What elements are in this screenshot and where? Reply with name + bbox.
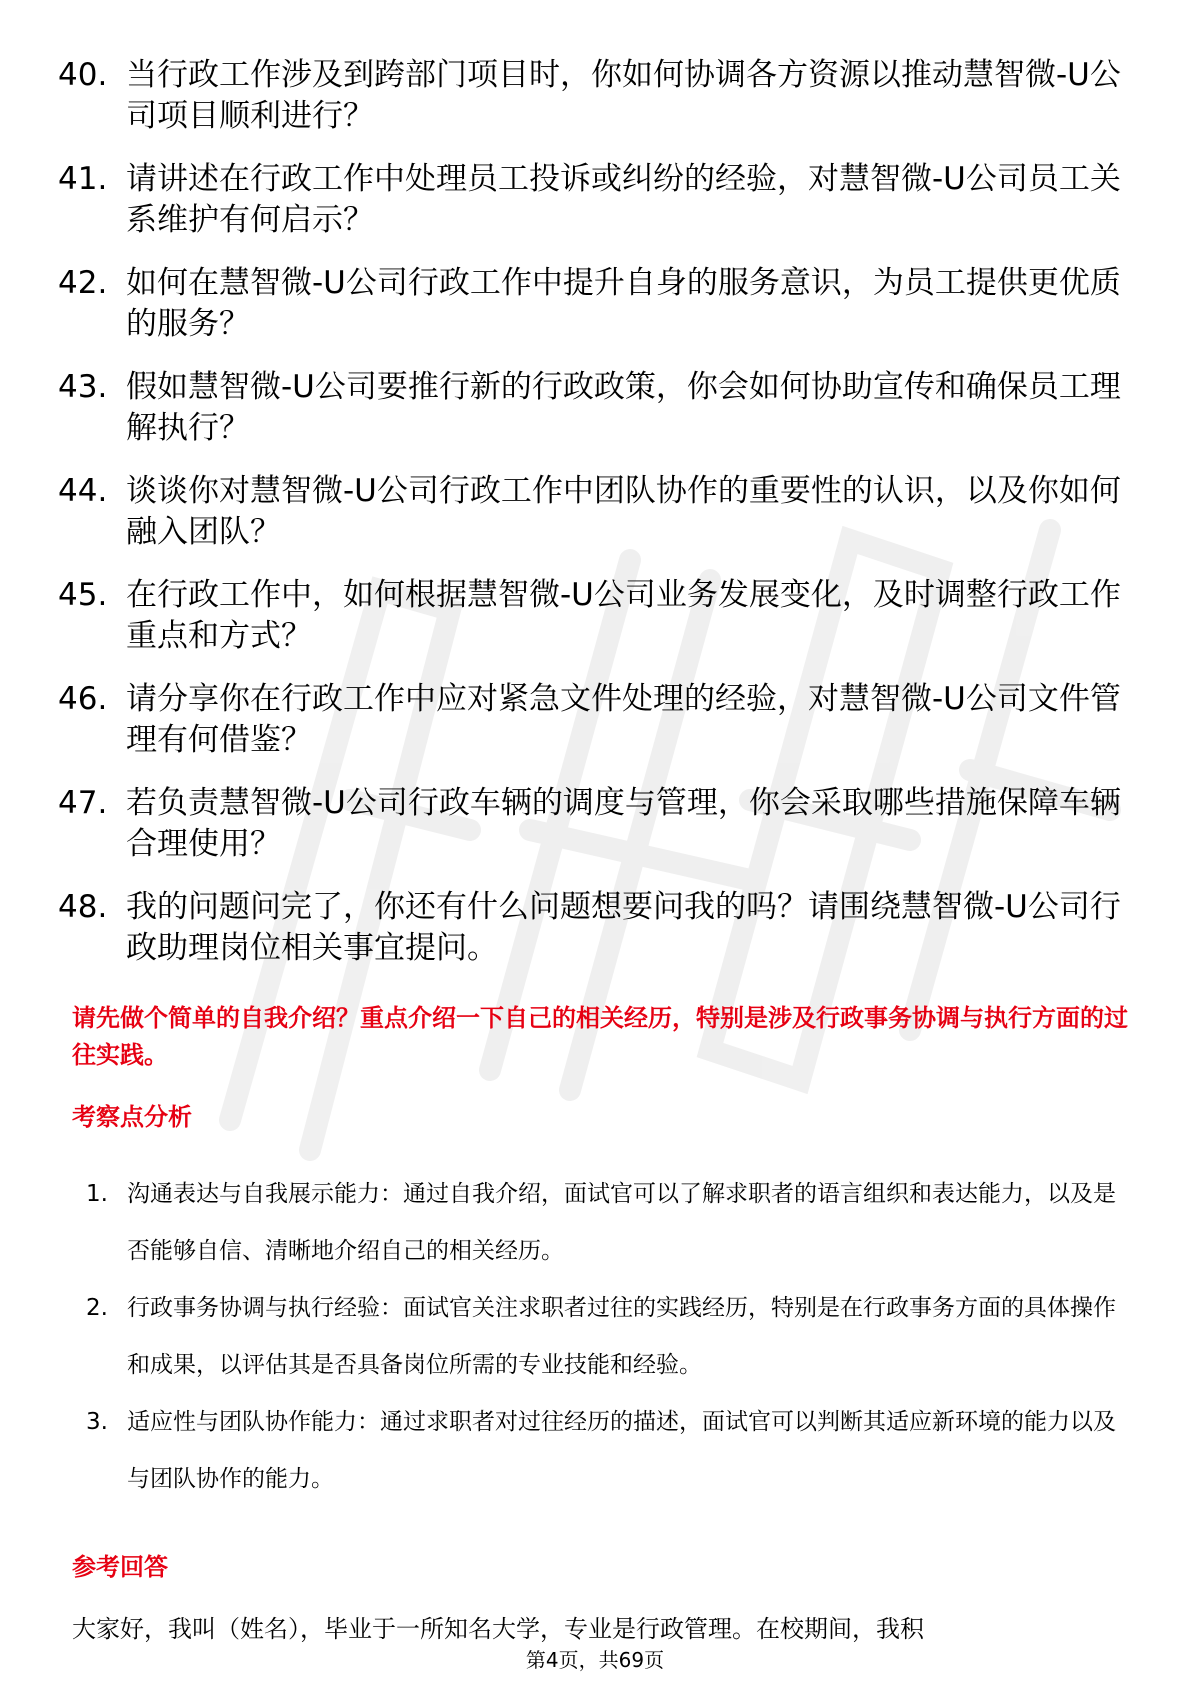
question-number: 42.: [58, 265, 108, 301]
answer-text: 大家好，我叫（姓名），毕业于一所知名大学，专业是行政管理。在校期间，我积: [72, 1615, 924, 1643]
question-number: 41.: [58, 161, 108, 197]
analysis-number: 3.: [86, 1409, 108, 1435]
question-item: [58, 471, 1128, 553]
question-text: 请分享你在行政工作中应对紧急文件处理的经验，对慧智微-U公司文件管理有何借鉴？: [126, 681, 1121, 758]
question-item: [58, 887, 1128, 969]
question-text: 如何在慧智微-U公司行政工作中提升自身的服务意识，为员工提供更优质的服务？: [126, 265, 1121, 342]
analysis-title: 考察点分析: [72, 1103, 192, 1131]
question-number: 40.: [58, 57, 108, 93]
analysis-item: [86, 1166, 1116, 1280]
question-item: [58, 159, 1128, 241]
question-number: 46.: [58, 681, 108, 717]
analysis-text: 行政事务协调与执行经验：面试官关注求职者过往的实践经历，特别是在行政事务方面的具体操作和成果，以评估其是否具备岗位所需的专业技能和经验。: [127, 1295, 1116, 1378]
question-number: 45.: [58, 577, 108, 613]
analysis-text: 沟通表达与自我展示能力：通过自我介绍，面试官可以了解求职者的语言组织和表达能力，以及是否能够自信、清晰地介绍自己的相关经历。: [127, 1181, 1116, 1264]
question-item: [58, 263, 1128, 345]
question-item: [58, 55, 1128, 137]
question-number: 47.: [58, 785, 108, 821]
analysis-item: [86, 1394, 1116, 1508]
question-text: 若负责慧智微-U公司行政车辆的调度与管理，你会采取哪些措施保障车辆合理使用？: [126, 785, 1121, 862]
question-text: 我的问题问完了，你还有什么问题想要问我的吗？请围绕慧智微-U公司行政助理岗位相关事宜提问。: [126, 889, 1121, 966]
question-text: 假如慧智微-U公司要推行新的行政政策，你会如何协助宣传和确保员工理解执行？: [126, 369, 1121, 446]
question-text: 当行政工作涉及到跨部门项目时，你如何协调各方资源以推动慧智微-U公司项目顺利进行？: [126, 57, 1121, 134]
question-text: 在行政工作中，如何根据慧智微-U公司业务发展变化，及时调整行政工作重点和方式？: [126, 577, 1121, 654]
question-item: [58, 679, 1128, 761]
question-text: 谈谈你对慧智微-U公司行政工作中团队协作的重要性的认识，以及你如何融入团队？: [126, 473, 1121, 550]
analysis-text: 适应性与团队协作能力：通过求职者对过往经历的描述，面试官可以判断其适应新环境的能力以及与团队协作的能力。: [127, 1409, 1116, 1492]
analysis-number: 2.: [86, 1295, 108, 1321]
analysis-item: [86, 1280, 1116, 1394]
highlight-question: 请先做个简单的自我介绍？重点介绍一下自己的相关经历，特别是涉及行政事务协调与执行方面的过往实践。: [72, 1004, 1128, 1069]
question-item: [58, 783, 1128, 865]
question-list: [58, 55, 1128, 991]
answer-title: 参考回答: [72, 1553, 168, 1581]
question-item: [58, 367, 1128, 449]
page-number: 第4页，共69页: [525, 1648, 665, 1672]
question-text: 请讲述在行政工作中处理员工投诉或纠纷的经验，对慧智微-U公司员工关系维护有何启示？: [126, 161, 1121, 238]
question-number: 48.: [58, 889, 108, 925]
question-item: [58, 575, 1128, 657]
analysis-number: 1.: [86, 1181, 108, 1207]
analysis-list: [86, 1166, 1116, 1508]
question-number: 43.: [58, 369, 108, 405]
question-number: 44.: [58, 473, 108, 509]
